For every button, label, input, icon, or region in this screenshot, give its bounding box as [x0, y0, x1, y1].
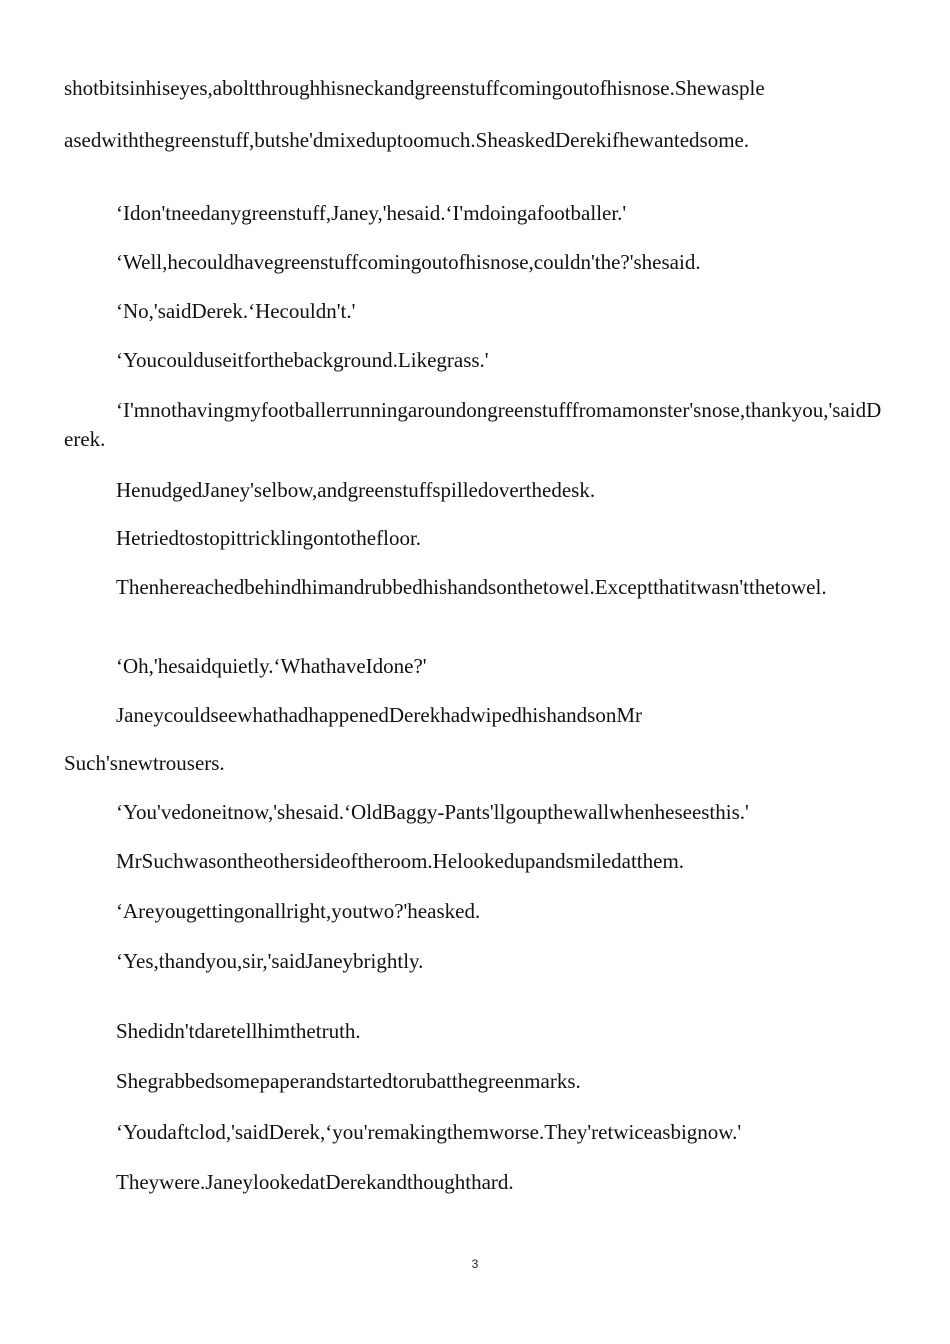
paragraph-10: Thenhereachedbehindhimandrubbedhishandsonthetowel.Exceptthatitwasn'tthetowel.: [116, 575, 827, 599]
paragraph-13: ‘You'vedoneitnow,'shesaid.‘OldBaggy-Pants'llgoupthewallwhenheseesthis.': [116, 800, 749, 824]
paragraph-3: ‘Idon'tneedanygreenstuff,Janey,'hesaid.‘I'mdoingafootballer.': [116, 201, 627, 225]
paragraph-line-2: asedwiththegreenstuff,butshe'dmixeduptoomuch.SheaskedDerekifhewantedsome.: [64, 128, 750, 152]
paragraph-9: Hetriedtostopittricklingontothefloor.: [116, 526, 422, 550]
paragraph-6: ‘Youcoulduseitforthebackground.Likegrass.': [116, 348, 489, 372]
paragraph-15: ‘Areyougettingonallright,youtwo?'heasked.: [116, 899, 481, 923]
paragraph-18: Shegrabbedsomepaperandstartedtorubatthegreenmarks.: [116, 1069, 581, 1093]
paragraph-17: Shedidn'tdaretellhimthetruth.: [116, 1019, 361, 1043]
paragraph-5: ‘No,'saidDerek.‘Hecouldn't.': [116, 299, 356, 323]
paragraph-line-1: shotbitsinhiseyes,aboltthroughhisneckandgreenstuffcomingoutofhisnose.Shewasple: [64, 76, 765, 100]
page-number: 3: [471, 1257, 479, 1271]
paragraph-16: ‘Yes,thandyou,sir,'saidJaneybrightly.: [116, 949, 424, 973]
paragraph-14: MrSuchwasontheothersideoftheroom.Helookedupandsmiledatthem.: [116, 849, 685, 873]
paragraph-12-line-2: Such'snewtrousers.: [64, 751, 225, 775]
paragraph-8: HenudgedJaney'selbow,andgreenstuffspilledoverthedesk.: [116, 478, 596, 502]
paragraph-12-line-1: JaneycouldseewhathadhappenedDerekhadwipedhishandsonMr: [116, 703, 642, 727]
paragraph-7: ‘I'mnothavingmyfootballerrunningaroundongreenstufffromamonster'snose,thankyou,'saidDerek.: [64, 398, 882, 451]
paragraph-19: ‘Youdaftclod,'saidDerek,‘you'remakingthemworse.They'retwiceasbignow.': [116, 1120, 742, 1144]
paragraph-4: ‘Well,hecouldhavegreenstuffcomingoutofhisnose,couldn'the?'shesaid.: [116, 250, 701, 274]
paragraph-11: ‘Oh,'hesaidquietly.‘WhathaveIdone?': [116, 654, 427, 678]
paragraph-20: Theywere.JaneylookedatDerekandthoughthard.: [116, 1170, 514, 1194]
